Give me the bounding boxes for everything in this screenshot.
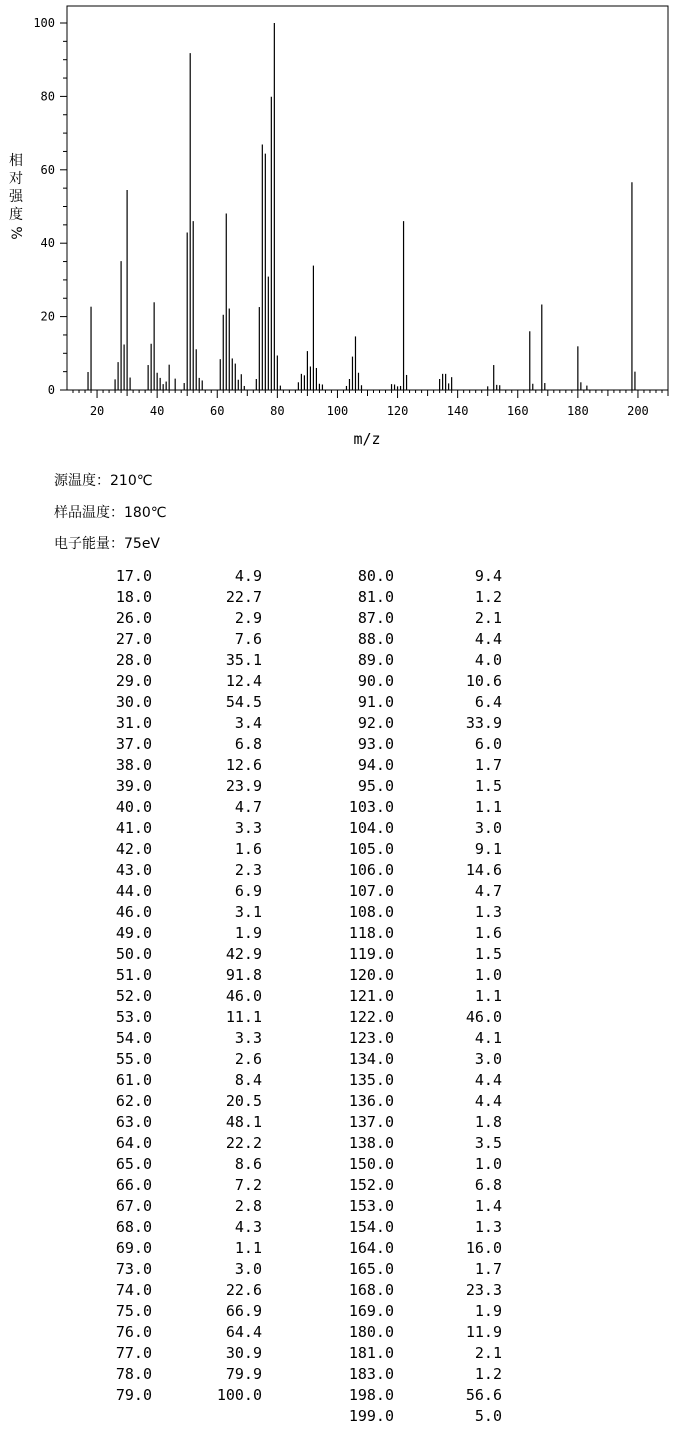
mz-cell: 28.0 [115,651,152,669]
table-row [0,1322,680,1343]
x-axis-ticks [73,390,668,418]
intensity-cell: 100.0 [216,1386,262,1404]
mz-cell: 87.0 [357,609,394,627]
mz-cell: 74.0 [115,1281,152,1299]
intensity-cell: 33.9 [465,714,502,732]
table-row [0,1280,680,1301]
y-axis-ticks [33,16,67,397]
intensity-cell: 4.4 [474,1071,502,1089]
mz-cell: 17.0 [115,567,152,585]
mz-cell: 122.0 [348,1008,394,1026]
table-row [0,713,680,734]
mz-cell: 53.0 [115,1008,152,1026]
intensity-cell: 48.1 [225,1113,262,1131]
intensity-cell: 30.9 [225,1344,262,1362]
table-row [0,923,680,944]
intensity-cell: 2.3 [234,861,262,879]
x-tick-label: 80 [270,404,285,418]
mz-cell: 68.0 [115,1218,152,1236]
intensity-cell: 23.9 [225,777,262,795]
intensity-cell: 7.2 [234,1176,262,1194]
table-row [0,650,680,671]
intensity-cell: 3.5 [474,1134,502,1152]
table-row [0,1406,680,1427]
intensity-cell: 12.4 [225,672,262,690]
intensity-cell: 35.1 [225,651,262,669]
mz-cell: 95.0 [357,777,394,795]
intensity-cell: 14.6 [465,861,502,879]
y-tick-label: 20 [40,309,55,324]
mz-cell: 121.0 [348,987,394,1005]
table-row [0,776,680,797]
intensity-cell: 1.7 [474,1260,502,1278]
y-tick-label: 100 [33,16,55,30]
intensity-cell: 6.9 [234,882,262,900]
x-tick-label: 20 [89,404,105,418]
mz-cell: 50.0 [115,945,152,963]
intensity-cell: 1.3 [474,1218,502,1236]
x-tick-label: 160 [506,404,529,418]
intensity-cell: 79.9 [225,1365,262,1383]
table-row [0,1217,680,1238]
mz-cell: 30.0 [115,693,152,711]
mz-cell: 26.0 [115,609,152,627]
intensity-cell: 1.2 [474,588,502,606]
x-tick-label: 120 [386,404,409,418]
mz-cell: 107.0 [348,882,394,900]
intensity-cell: 91.8 [225,966,262,984]
mz-cell: 77.0 [115,1344,152,1362]
mz-cell: 93.0 [357,735,394,753]
intensity-cell: 4.1 [474,1029,502,1047]
intensity-cell: 1.1 [234,1239,262,1257]
mz-cell: 65.0 [115,1155,152,1173]
intensity-cell: 6.0 [474,735,502,753]
intensity-cell: 4.0 [474,651,502,669]
intensity-cell: 3.1 [234,903,262,921]
intensity-cell: 22.6 [225,1281,262,1299]
intensity-cell: 20.5 [225,1092,262,1110]
mz-cell: 79.0 [115,1386,152,1404]
mz-cell: 136.0 [348,1092,394,1110]
mz-cell: 67.0 [115,1197,152,1215]
mz-cell: 92.0 [357,714,394,732]
table-row [0,1133,680,1154]
intensity-cell: 7.6 [234,630,262,648]
intensity-cell: 1.1 [474,798,502,816]
intensity-cell: 8.4 [234,1071,262,1089]
mz-cell: 69.0 [115,1239,152,1257]
mz-cell: 119.0 [348,945,394,963]
plot-frame [67,6,668,390]
table-row [0,1301,680,1322]
mz-cell: 94.0 [357,756,394,774]
table-row [0,965,680,986]
intensity-cell: 1.5 [474,945,502,963]
mz-cell: 76.0 [115,1323,152,1341]
intensity-cell: 5.0 [474,1407,502,1425]
intensity-cell: 1.8 [474,1113,502,1131]
table-row [0,818,680,839]
intensity-cell: 9.1 [474,840,502,858]
mz-cell: 61.0 [115,1071,152,1089]
intensity-cell: 2.1 [474,1344,502,1362]
table-row [0,1070,680,1091]
intensity-cell: 42.9 [225,945,262,963]
intensity-cell: 1.2 [474,1365,502,1383]
mz-cell: 164.0 [348,1239,394,1257]
y-label-char: 强 [9,189,23,205]
mz-cell: 118.0 [348,924,394,942]
mz-cell: 154.0 [348,1218,394,1236]
intensity-cell: 1.7 [474,756,502,774]
mz-cell: 75.0 [115,1302,152,1320]
mz-cell: 37.0 [115,735,152,753]
intensity-cell: 6.4 [474,693,502,711]
mz-cell: 105.0 [348,840,394,858]
mz-cell: 46.0 [115,903,152,921]
mz-cell: 120.0 [348,966,394,984]
mz-cell: 180.0 [348,1323,394,1341]
mz-cell: 31.0 [115,714,152,732]
x-axis-label: m/z [353,430,381,448]
table-row [0,1175,680,1196]
intensity-cell: 46.0 [465,1008,502,1026]
mz-cell: 153.0 [348,1197,394,1215]
intensity-cell: 4.4 [474,1092,502,1110]
mz-cell: 183.0 [348,1365,394,1383]
y-label-char: 相 [9,153,23,169]
table-row [0,1385,680,1406]
intensity-cell: 4.4 [474,630,502,648]
mz-cell: 51.0 [115,966,152,984]
peak-bars [88,23,635,390]
intensity-cell: 4.7 [234,798,262,816]
intensity-cell: 1.0 [474,1155,502,1173]
mz-cell: 106.0 [348,861,394,879]
intensity-cell: 3.3 [234,1029,262,1047]
intensity-cell: 66.9 [225,1302,262,1320]
intensity-cell: 22.2 [225,1134,262,1152]
intensity-cell: 16.0 [465,1239,502,1257]
intensity-cell: 56.6 [465,1386,502,1404]
intensity-cell: 2.8 [234,1197,262,1215]
table-row [0,671,680,692]
x-tick-label: 100 [326,404,349,418]
intensity-cell: 3.0 [474,819,502,837]
table-row [0,839,680,860]
intensity-cell: 1.5 [474,777,502,795]
y-label-char: 对 [9,171,23,187]
mz-cell: 80.0 [357,567,394,585]
mz-cell: 181.0 [348,1344,394,1362]
intensity-cell: 4.9 [234,567,262,585]
y-tick-label: 80 [40,89,55,104]
electron-energy: 电子能量：75eV [54,536,161,552]
source-temperature: 源温度：210℃ [54,473,153,489]
table-row [0,1007,680,1028]
table-row [0,755,680,776]
table-row [0,629,680,650]
table-row [0,860,680,881]
intensity-cell: 3.0 [234,1260,262,1278]
table-row [0,587,680,608]
intensity-cell: 3.4 [234,714,262,732]
mz-cell: 41.0 [115,819,152,837]
table-row [0,692,680,713]
table-row [0,734,680,755]
intensity-cell: 9.4 [474,567,502,585]
intensity-cell: 23.3 [465,1281,502,1299]
intensity-cell: 1.6 [474,924,502,942]
mz-cell: 137.0 [348,1113,394,1131]
intensity-cell: 6.8 [234,735,262,753]
intensity-cell: 2.1 [474,609,502,627]
intensity-cell: 6.8 [474,1176,502,1194]
intensity-cell: 8.6 [234,1155,262,1173]
mz-cell: 91.0 [357,693,394,711]
table-row [0,1238,680,1259]
mz-cell: 63.0 [115,1113,152,1131]
intensity-cell: 54.5 [225,693,262,711]
x-tick-label: 40 [149,404,165,418]
mz-cell: 39.0 [115,777,152,795]
intensity-cell: 10.6 [465,672,502,690]
table-row [0,881,680,902]
mz-cell: 152.0 [348,1176,394,1194]
table-row [0,1049,680,1070]
table-row [0,1028,680,1049]
table-row [0,1196,680,1217]
x-tick-label: 140 [446,404,469,418]
table-row [0,1364,680,1385]
mz-cell: 66.0 [115,1176,152,1194]
intensity-cell: 1.3 [474,903,502,921]
mz-cell: 40.0 [115,798,152,816]
mz-cell: 168.0 [348,1281,394,1299]
mz-cell: 123.0 [348,1029,394,1047]
mz-cell: 138.0 [348,1134,394,1152]
mz-cell: 90.0 [357,672,394,690]
intensity-cell: 2.6 [234,1050,262,1068]
intensity-cell: 1.9 [234,924,262,942]
mz-cell: 108.0 [348,903,394,921]
intensity-cell: 1.1 [474,987,502,1005]
mz-cell: 29.0 [115,672,152,690]
intensity-cell: 4.3 [234,1218,262,1236]
mz-cell: 42.0 [115,840,152,858]
table-row [0,1343,680,1364]
table-row [0,1154,680,1175]
sample-temperature: 样品温度：180℃ [54,505,167,521]
intensity-cell: 46.0 [225,987,262,1005]
y-tick-label: 0 [47,383,55,397]
intensity-cell: 3.3 [234,819,262,837]
mz-cell: 135.0 [348,1071,394,1089]
intensity-cell: 1.6 [234,840,262,858]
mz-cell: 88.0 [357,630,394,648]
x-tick-label: 60 [210,404,225,418]
mz-cell: 81.0 [357,588,394,606]
y-tick-label: 40 [40,236,55,251]
mz-cell: 150.0 [348,1155,394,1173]
intensity-cell: 2.9 [234,609,262,627]
intensity-cell: 1.4 [474,1197,502,1215]
y-label-char: 度 [9,207,23,223]
mz-cell: 52.0 [115,987,152,1005]
mz-cell: 165.0 [348,1260,394,1278]
mz-cell: 38.0 [115,756,152,774]
mz-cell: 78.0 [115,1365,152,1383]
intensity-cell: 1.9 [474,1302,502,1320]
y-tick-label: 60 [40,162,55,177]
mz-cell: 62.0 [115,1092,152,1110]
mz-cell: 49.0 [115,924,152,942]
intensity-cell: 64.4 [225,1323,262,1341]
table-row [0,1091,680,1112]
x-tick-label: 200 [627,404,649,418]
mz-cell: 199.0 [348,1407,394,1425]
y-axis-label [8,152,24,242]
y-label-unit: % [8,226,24,240]
table-row [0,566,680,587]
table-row [0,608,680,629]
table-row [0,797,680,818]
mz-cell: 43.0 [115,861,152,879]
mz-cell: 18.0 [115,588,152,606]
table-row [0,1112,680,1133]
mz-cell: 103.0 [348,798,394,816]
mz-cell: 198.0 [348,1386,394,1404]
mz-cell: 89.0 [357,651,394,669]
mz-cell: 55.0 [115,1050,152,1068]
mz-cell: 64.0 [115,1134,152,1152]
table-row [0,944,680,965]
mz-cell: 44.0 [115,882,152,900]
mz-cell: 169.0 [348,1302,394,1320]
table-row [0,1259,680,1280]
mz-cell: 104.0 [348,819,394,837]
mass-spectrum-chart [0,0,680,460]
mz-cell: 27.0 [115,630,152,648]
intensity-cell: 3.0 [474,1050,502,1068]
intensity-cell: 1.0 [474,966,502,984]
intensity-cell: 4.7 [474,882,502,900]
table-row [0,986,680,1007]
intensity-cell: 11.9 [465,1323,502,1341]
mz-cell: 54.0 [115,1029,152,1047]
mz-cell: 73.0 [115,1260,152,1278]
mz-cell: 134.0 [348,1050,394,1068]
intensity-cell: 22.7 [225,588,262,606]
intensity-cell: 12.6 [225,756,262,774]
x-tick-label: 180 [567,404,589,418]
intensity-cell: 11.1 [225,1008,262,1026]
table-row [0,902,680,923]
